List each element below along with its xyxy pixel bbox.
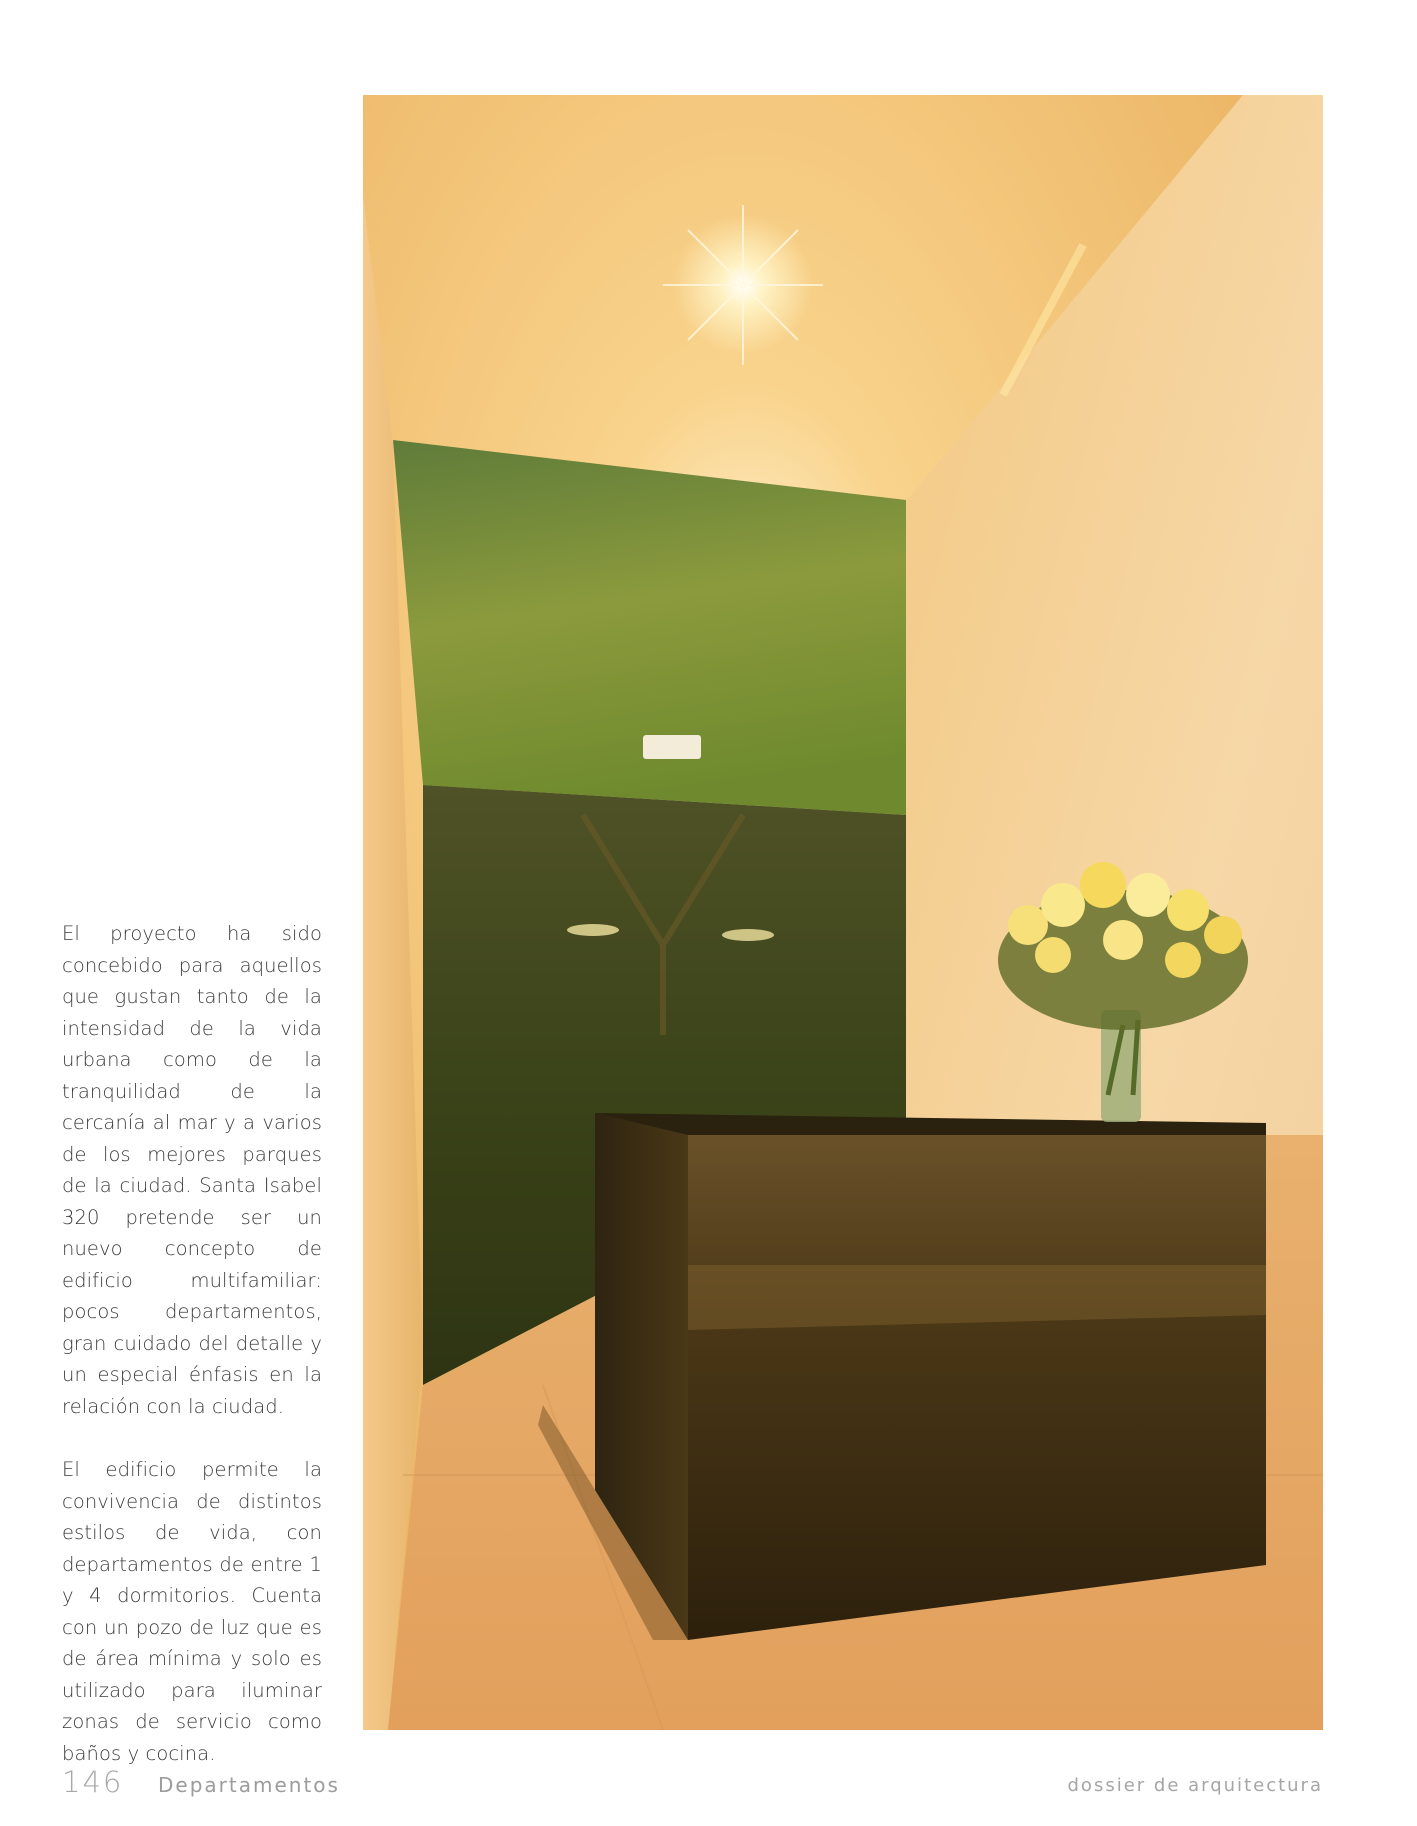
wall-light-fixture	[643, 735, 701, 759]
magazine-title: dossier de arquitectura	[1067, 1775, 1323, 1796]
page-number: 146	[62, 1765, 124, 1799]
page-footer	[62, 1765, 1323, 1805]
paragraph-2: El edificio permite la convivencia de distintos estilos de vida, con departamentos de entre 1 y 4 dormitorios. Cuenta con un pozo de luz que es de área mínima y solo es utilizado para iluminar zonas de servicio como baños y cocina.	[62, 1458, 322, 1765]
lobby-photo-illustration	[363, 95, 1323, 1730]
lobby-photo	[363, 95, 1323, 1730]
paragraph-1: El proyecto ha sido concebido para aquellos que gustan tanto de la intensidad de la vida urbana como de la tranquilidad de la cercanía al mar y a varios de los mejores parques de la ciudad. Santa Isabel 320 pretende ser un nuevo concepto de edificio multifamiliar: pocos departamentos, gran cuidado del detalle y un especial énfasis en la relación con la ciudad.	[62, 922, 322, 1418]
counter-front	[688, 1135, 1266, 1640]
marble-highlight-right	[722, 929, 774, 941]
section-label: Departamentos	[158, 1773, 340, 1797]
article-text	[62, 918, 322, 1801]
marble-highlight-left	[567, 924, 619, 936]
